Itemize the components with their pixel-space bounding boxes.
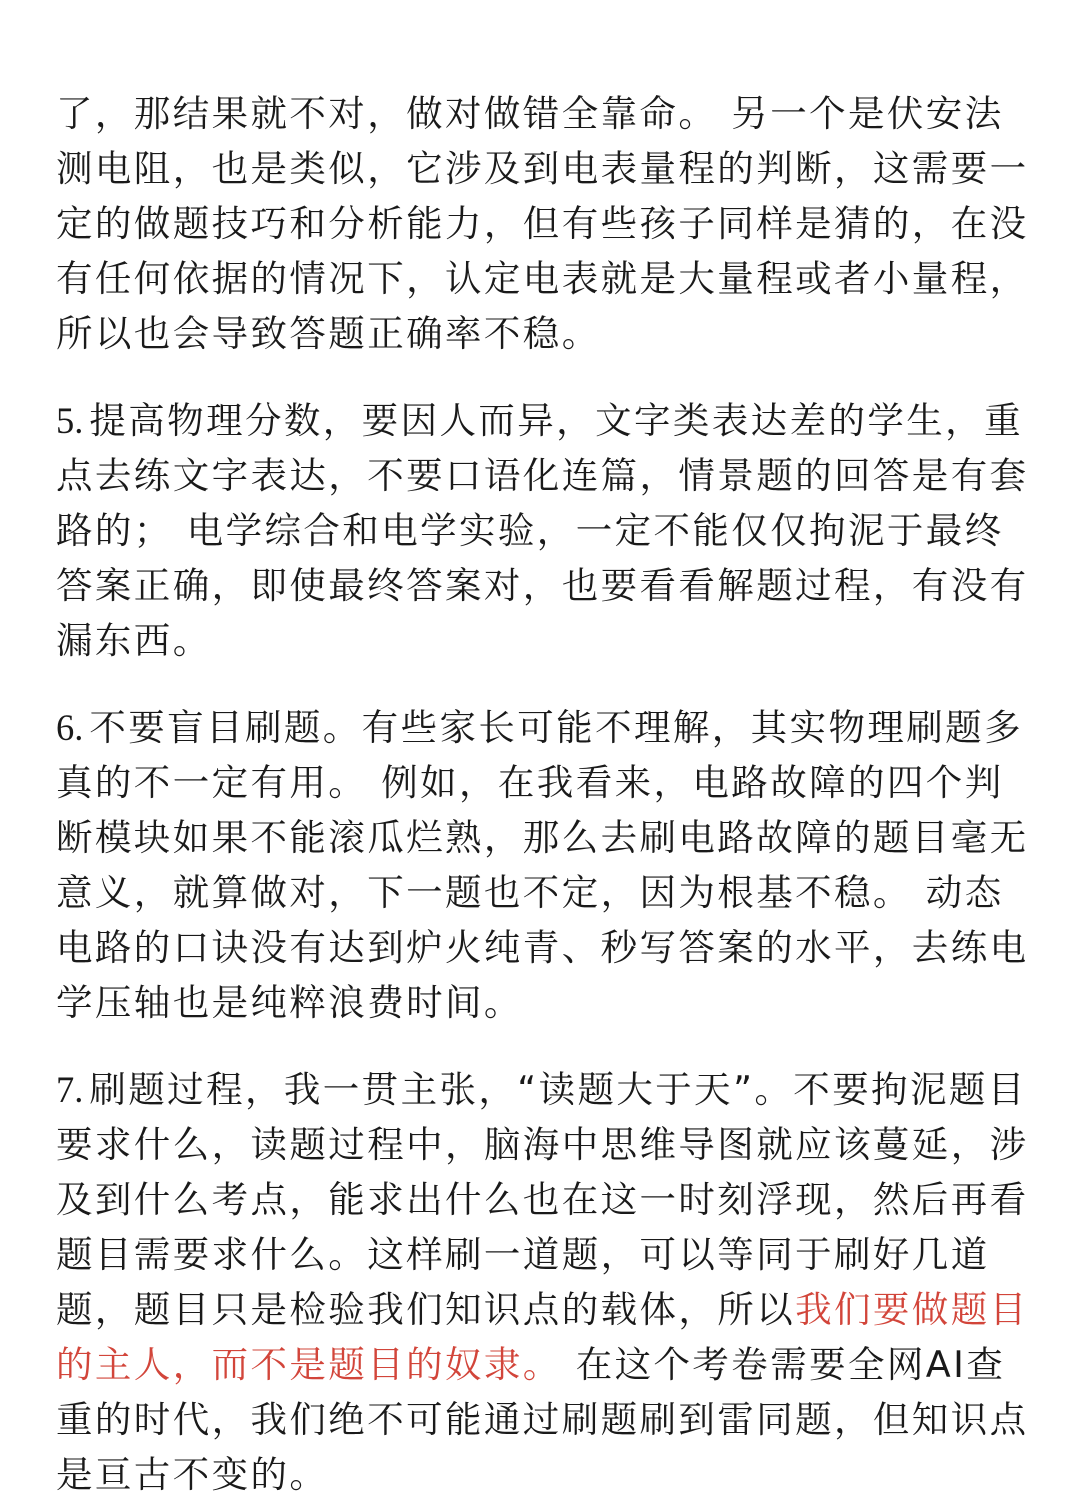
paragraph-text: 刷题过程，我一贯主张，“读题大于天”。不要拘泥题目要求什么，读题过程中，脑海中思维导图就应该蔓延，涉及到什么考点，能求出什么也在这一时刻浮现，然后再看题目需要求什么。这样刷一道题，可以等同于刷好几道题，题目只是检验我们知识点的载体，所以 bbox=[56, 1068, 1029, 1331]
paragraph-text: 了，那结果就不对，做对做错全靠命。 另一个是伏安法测电阻，也是类似，它涉及到电表量程的判断，这需要一定的做题技巧和分析能力，但有些孩子同样是猜的，在没有任何依据的情况下，认定电表就是大量程或者小量程，所以也会导致答题正确率不稳。 bbox=[56, 92, 1029, 355]
highlighted-text: 我们要做题目的主人，而不是题目的奴隶。 bbox=[56, 1288, 1029, 1386]
article-body bbox=[56, 86, 1036, 1502]
paragraph-text: 提高物理分数，要因人而异，文字类表达差的学生，重点去练文字表达，不要口语化连篇，情景题的回答是有套路的； 电学综合和电学实验，一定不能仅仅拘泥于最终答案正确，即使最终答案对，也要看看解题过程，有没有漏东西。 bbox=[56, 399, 1029, 662]
item-number: 6. bbox=[56, 707, 84, 748]
paragraph-item-6 bbox=[56, 700, 1036, 1030]
paragraph-item-5 bbox=[56, 393, 1036, 668]
paragraph-item-7 bbox=[56, 1062, 1036, 1502]
paragraph-text-tail: 在这个考卷需要全网AI查重的时代，我们绝不可能通过刷题刷到雷同题，但知识点是亘古不变的。 bbox=[56, 1343, 1029, 1496]
item-number: 5. bbox=[56, 400, 84, 441]
paragraph-continuation bbox=[56, 86, 1036, 361]
paragraph-text: 不要盲目刷题。有些家长可能不理解，其实物理刷题多真的不一定有用。 例如，在我看来，电路故障的四个判断模块如果不能滚瓜烂熟，那么去刷电路故障的题目毫无意义，就算做对，下一题也不定，因为根基不稳。 动态电路的口诀没有达到炉火纯青、秒写答案的水平，去练电学压轴也是纯粹浪费时间。 bbox=[56, 706, 1029, 1024]
item-number: 7. bbox=[56, 1069, 84, 1110]
